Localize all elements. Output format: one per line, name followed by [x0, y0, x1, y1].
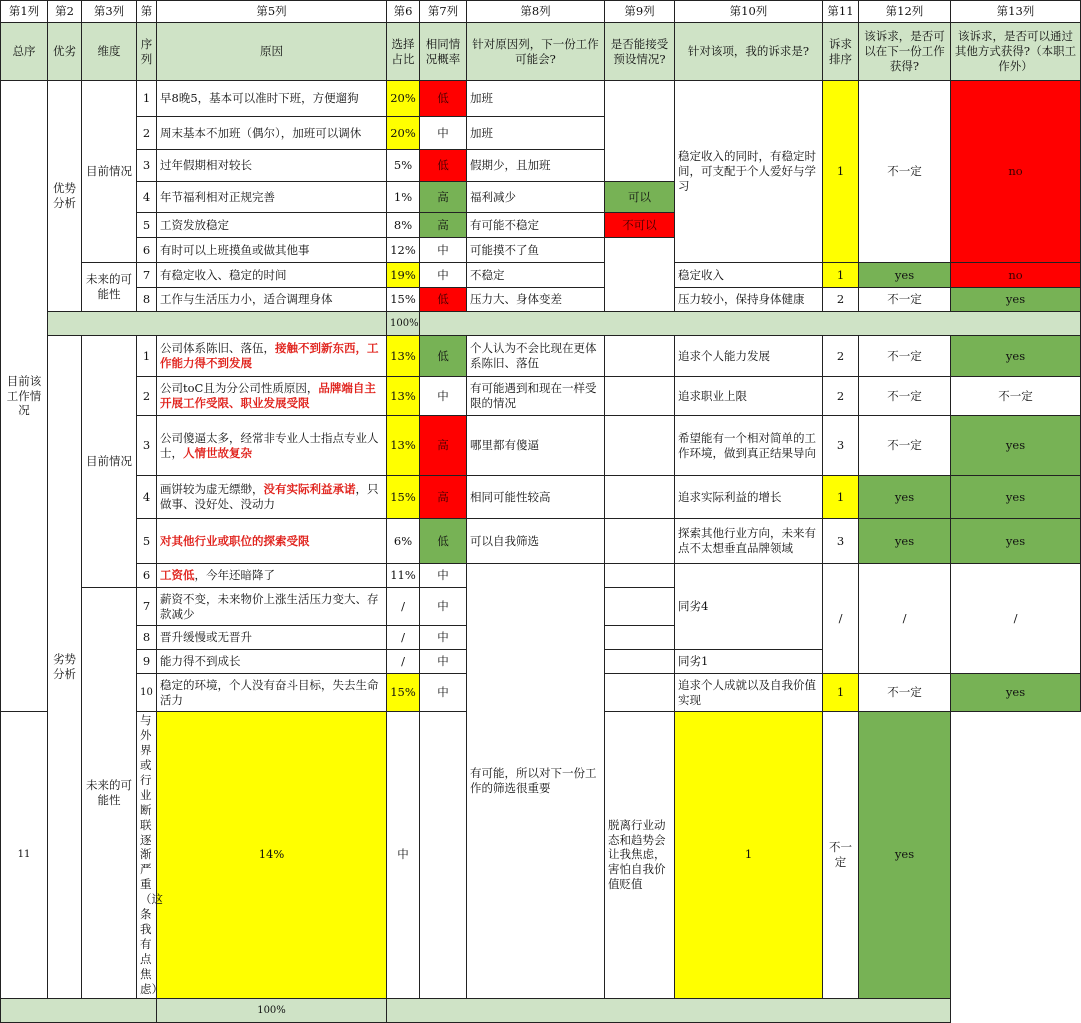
- getnext-cell: /: [859, 564, 951, 674]
- header-cell: 选择占比: [387, 23, 420, 81]
- demand-cell: 追求职业上限: [675, 377, 823, 416]
- rank-cell: 2: [823, 336, 859, 377]
- accept-cell: [605, 588, 675, 626]
- prob-cell: 高: [420, 182, 467, 213]
- row-number: 3: [137, 416, 157, 476]
- row-number: 1: [137, 81, 157, 117]
- reason-cell: 公司toC且为分公司性质原因，品牌端自主开展工作受限、职业发展受限: [157, 377, 387, 416]
- rank-cell: 3: [823, 416, 859, 476]
- table-row: [1, 81, 1081, 117]
- reason-cell: 工资低，今年还暗降了: [157, 564, 387, 588]
- rank-cell: 2: [823, 377, 859, 416]
- row-number: 4: [137, 182, 157, 213]
- table-row: [1, 519, 1081, 564]
- header-cell: 诉求排序: [823, 23, 859, 81]
- row-number: 4: [137, 476, 157, 519]
- getnext-cell: 不一定: [859, 377, 951, 416]
- prob-cell: 中: [420, 674, 467, 712]
- getnext-cell: 不一定: [823, 712, 859, 999]
- pct-cell: 20%: [387, 117, 420, 150]
- col-label: 第9列: [605, 1, 675, 23]
- pct-cell: 12%: [387, 238, 420, 263]
- col-label: 第3列: [82, 1, 137, 23]
- total-pct: 100%: [387, 312, 420, 336]
- pct-cell: 5%: [387, 150, 420, 182]
- accept-cell: [605, 564, 675, 588]
- demand-cell: 同劣4: [675, 564, 823, 650]
- accept-cell: [420, 712, 467, 999]
- reason-cell: 薪资不变，未来物价上涨生活压力变大、存款减少: [157, 588, 387, 626]
- header-cell: 针对原因列，下一份工作可能会?: [467, 23, 605, 81]
- total-label: 目前该工作情况: [1, 81, 48, 712]
- rank-cell: 1: [675, 712, 823, 999]
- header-cell: 优劣: [48, 23, 82, 81]
- pct-cell: 11%: [387, 564, 420, 588]
- row-number: 2: [137, 117, 157, 150]
- next-cell: 有可能遇到和现在一样受限的情况: [467, 377, 605, 416]
- reason-cell: 年节福利相对正规完善: [157, 182, 387, 213]
- pct-cell: 15%: [387, 674, 420, 712]
- col-label: 第2: [48, 1, 82, 23]
- reason-cell: 早8晚5，基本可以准时下班，方便遛狗: [157, 81, 387, 117]
- reason-cell: 有时可以上班摸鱼或做其他事: [157, 238, 387, 263]
- row-number: 8: [137, 626, 157, 650]
- table-row: [1, 416, 1081, 476]
- getnext-cell: 不一定: [859, 81, 951, 263]
- pct-cell: 20%: [387, 81, 420, 117]
- demand-cell: 追求实际利益的增长: [675, 476, 823, 519]
- getnext-cell: 不一定: [859, 336, 951, 377]
- next-cell: 有可能，所以对下一份工作的筛选很重要: [467, 564, 605, 999]
- reason-cell: 能力得不到成长: [157, 650, 387, 674]
- col-label: 第11: [823, 1, 859, 23]
- other-cell: no: [951, 81, 1081, 263]
- next-cell: 加班: [467, 117, 605, 150]
- col-label: 第8列: [467, 1, 605, 23]
- accept-cell: [605, 626, 675, 650]
- rank-cell: 3: [823, 519, 859, 564]
- prob-cell: 低: [420, 519, 467, 564]
- next-cell: 有可能不稳定: [467, 213, 605, 238]
- prob-cell: 中: [420, 626, 467, 650]
- demand-cell: 追求个人成就以及自我价值实现: [675, 674, 823, 712]
- demand-cell: 压力较小，保持身体健康: [675, 288, 823, 312]
- other-cell: yes: [951, 519, 1081, 564]
- col-label: 第7列: [420, 1, 467, 23]
- prob-cell: 中: [420, 564, 467, 588]
- pct-cell: 15%: [387, 476, 420, 519]
- rank-cell: 1: [823, 81, 859, 263]
- reason-cell: 周末基本不加班（偶尔），加班可以调休: [157, 117, 387, 150]
- reason-cell: 与外界或行业断联逐渐严重（这条我有点焦虑）: [137, 712, 157, 999]
- other-cell: no: [951, 263, 1081, 288]
- other-cell: yes: [951, 476, 1081, 519]
- adv-future-label: 未来的可能性: [82, 263, 137, 312]
- accept-cell: [605, 377, 675, 416]
- next-cell: 相同可能性较高: [467, 476, 605, 519]
- next-cell: 假期少，且加班: [467, 150, 605, 182]
- table-row: [1, 263, 1081, 288]
- reason-cell: 画饼较为虚无缥缈，没有实际利益承诺，只做事、没好处、没动力: [157, 476, 387, 519]
- pct-cell: 13%: [387, 416, 420, 476]
- row-number: 2: [137, 377, 157, 416]
- adv-now-label: 目前情况: [82, 81, 137, 263]
- demand-cell: 脱离行业动态和趋势会让我焦虑，害怕自我价值贬值: [605, 712, 675, 999]
- dis-total-row: [1, 998, 1081, 1022]
- pct-cell: /: [387, 650, 420, 674]
- header-cell: 该诉求，是否可以在下一份工作获得?: [859, 23, 951, 81]
- col-label: 第13列: [951, 1, 1081, 23]
- row-number: 7: [137, 263, 157, 288]
- next-cell: 个人认为不会比现在更体系陈旧、落伍: [467, 336, 605, 377]
- demand-cell: 同劣1: [675, 650, 823, 674]
- demand-cell: 稳定收入的同时，有稳定时间，可支配于个人爱好与学习: [675, 81, 823, 263]
- pct-cell: /: [387, 626, 420, 650]
- prob-cell: 中: [420, 117, 467, 150]
- row-number: 5: [137, 213, 157, 238]
- prob-cell: 中: [420, 263, 467, 288]
- table-row: [1, 564, 1081, 588]
- getnext-cell: yes: [859, 519, 951, 564]
- accept-cell: [605, 81, 675, 182]
- prob-cell: 高: [420, 416, 467, 476]
- header-cell: 相同情况概率: [420, 23, 467, 81]
- accept-cell: 不可以: [605, 213, 675, 238]
- header-cell: 针对该项，我的诉求是?: [675, 23, 823, 81]
- getnext-cell: yes: [859, 263, 951, 288]
- prob-cell: 中: [387, 712, 420, 999]
- prob-cell: 中: [420, 588, 467, 626]
- reason-cell: 工作与生活压力小，适合调理身体: [157, 288, 387, 312]
- row-number: 8: [137, 288, 157, 312]
- prob-cell: 低: [420, 150, 467, 182]
- prob-cell: 中: [420, 377, 467, 416]
- accept-cell: 可以: [605, 182, 675, 213]
- pct-cell: /: [387, 588, 420, 626]
- col-label: 第: [137, 1, 157, 23]
- header-cell: 序列: [137, 23, 157, 81]
- getnext-cell: 不一定: [859, 674, 951, 712]
- pct-cell: 14%: [157, 712, 387, 999]
- pct-cell: 8%: [387, 213, 420, 238]
- reason-cell: 工资发放稳定: [157, 213, 387, 238]
- accept-cell: [605, 519, 675, 564]
- table-row: [1, 476, 1081, 519]
- getnext-cell: 不一定: [859, 416, 951, 476]
- col-label: 第5列: [157, 1, 387, 23]
- table-row: [1, 336, 1081, 377]
- row-number: 9: [137, 650, 157, 674]
- other-cell: yes: [951, 336, 1081, 377]
- header-cell: 是否能接受预设情况?: [605, 23, 675, 81]
- demand-cell: 稳定收入: [675, 263, 823, 288]
- header-cell: 总序: [1, 23, 48, 81]
- next-cell: 不稳定: [467, 263, 605, 288]
- reason-cell: 对其他行业或职位的探索受限: [157, 519, 387, 564]
- header-cell: 维度: [82, 23, 137, 81]
- next-cell: 压力大、身体变差: [467, 288, 605, 312]
- row-number: 5: [137, 519, 157, 564]
- prob-cell: 高: [420, 476, 467, 519]
- header-row: [1, 23, 1081, 81]
- rank-cell: 1: [823, 674, 859, 712]
- col-label: 第6: [387, 1, 420, 23]
- col-label: 第12列: [859, 1, 951, 23]
- accept-cell: [605, 674, 675, 712]
- total-pct: 100%: [157, 998, 387, 1022]
- accept-cell: [605, 238, 675, 312]
- row-number: 3: [137, 150, 157, 182]
- getnext-cell: 不一定: [859, 288, 951, 312]
- dis-future-label: 未来的可能性: [82, 588, 137, 999]
- prob-cell: 高: [420, 213, 467, 238]
- other-cell: 不一定: [951, 377, 1081, 416]
- rank-cell: 1: [823, 476, 859, 519]
- other-cell: yes: [951, 416, 1081, 476]
- prob-cell: 中: [420, 238, 467, 263]
- reason-cell: 稳定的环境，个人没有奋斗目标，失去生命活力: [157, 674, 387, 712]
- accept-cell: [605, 336, 675, 377]
- next-cell: 加班: [467, 81, 605, 117]
- header-cell: 原因: [157, 23, 387, 81]
- dis-now-label: 目前情况: [82, 336, 137, 588]
- dis-label: 劣势分析: [48, 336, 82, 999]
- other-cell: yes: [951, 288, 1081, 312]
- next-cell: 可能摸不了鱼: [467, 238, 605, 263]
- prob-cell: 低: [420, 288, 467, 312]
- adv-label: 优势分析: [48, 81, 82, 312]
- next-cell: 可以自我筛选: [467, 519, 605, 564]
- row-number: 7: [137, 588, 157, 626]
- reason-cell: 公司体系陈旧、落伍，接触不到新东西，工作能力得不到发展: [157, 336, 387, 377]
- adv-total-row: [1, 312, 1081, 336]
- pct-cell: 1%: [387, 182, 420, 213]
- other-cell: yes: [951, 674, 1081, 712]
- col-label: 第1列: [1, 1, 48, 23]
- row-number: 6: [137, 564, 157, 588]
- rank-cell: /: [823, 564, 859, 674]
- demand-cell: 追求个人能力发展: [675, 336, 823, 377]
- rank-cell: 1: [823, 263, 859, 288]
- accept-cell: [605, 476, 675, 519]
- row-number: 6: [137, 238, 157, 263]
- pct-cell: 13%: [387, 336, 420, 377]
- pct-cell: 6%: [387, 519, 420, 564]
- prob-cell: 中: [420, 650, 467, 674]
- row-number: 1: [137, 336, 157, 377]
- accept-cell: [605, 650, 675, 674]
- pct-cell: 15%: [387, 288, 420, 312]
- accept-cell: [605, 416, 675, 476]
- table-row: [1, 288, 1081, 312]
- pct-cell: 13%: [387, 377, 420, 416]
- table-row: [1, 377, 1081, 416]
- reason-cell: 公司傻逼太多，经常非专业人士指点专业人士，人情世故复杂: [157, 416, 387, 476]
- col-label: 第10列: [675, 1, 823, 23]
- reason-cell: 过年假期相对较长: [157, 150, 387, 182]
- prob-cell: 低: [420, 81, 467, 117]
- next-cell: 哪里都有傻逼: [467, 416, 605, 476]
- column-label-row: [1, 1, 1081, 23]
- getnext-cell: yes: [859, 476, 951, 519]
- header-cell: 该诉求，是否可以通过其他方式获得?（本职工作外）: [951, 23, 1081, 81]
- next-cell: 福利减少: [467, 182, 605, 213]
- reason-cell: 有稳定收入、稳定的时间: [157, 263, 387, 288]
- prob-cell: 低: [420, 336, 467, 377]
- other-cell: yes: [859, 712, 951, 999]
- pct-cell: 19%: [387, 263, 420, 288]
- other-cell: /: [951, 564, 1081, 674]
- reason-cell: 晋升缓慢或无晋升: [157, 626, 387, 650]
- demand-cell: 探索其他行业方向，未来有点不太想垂直品牌领域: [675, 519, 823, 564]
- row-number: 11: [1, 712, 48, 999]
- row-number: 10: [137, 674, 157, 712]
- rank-cell: 2: [823, 288, 859, 312]
- demand-cell: 希望能有一个相对简单的工作环境，做到真正结果导向: [675, 416, 823, 476]
